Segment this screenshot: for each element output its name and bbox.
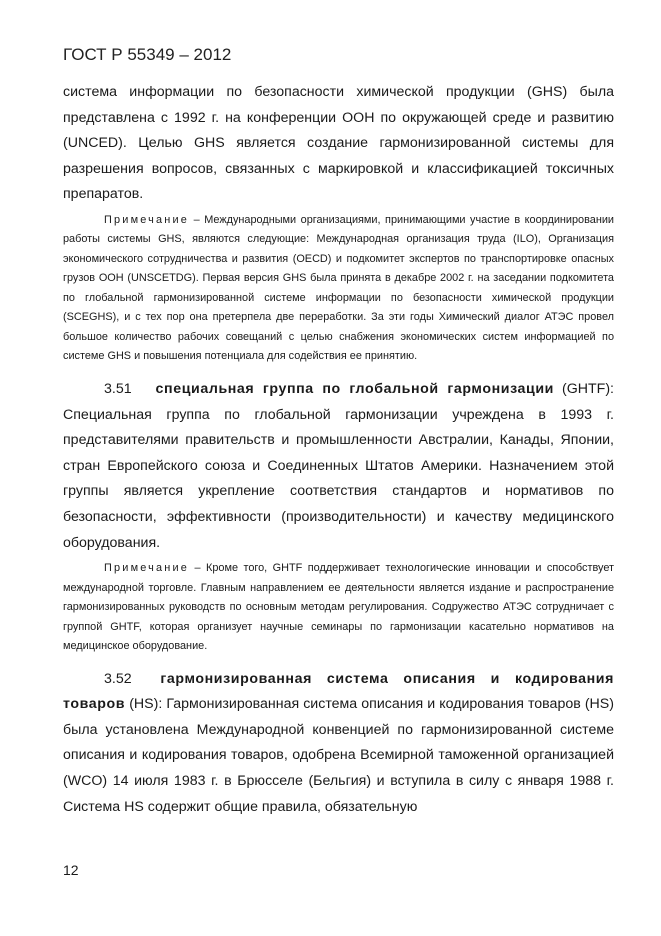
page-number: 12 [63, 862, 79, 878]
document-header: ГОСТ Р 55349 – 2012 [63, 45, 232, 64]
section-3-51 [63, 377, 614, 556]
note-1-dash: – [189, 213, 205, 226]
note-1-label: Примечание [104, 213, 190, 226]
note-2 [63, 559, 614, 657]
note-2-dash: – [189, 562, 207, 575]
section-3-51-text: (GHTF): Специальная группа по глобальной гармонизации учреждена в 1993 г. представителями правительств и промышленности Австралии, Канады, Японии, стран Европейского союза и Соединенных Штатов Америки. Назначением этой группы является укрепление соответствия стандартов и нормативов по безопасности, эффективности (производительности) и качеству медицинского оборудования. [63, 380, 614, 551]
note-2-text: Кроме того, GHTF поддерживает технологические инновации и способствует международной торговле. Главным направлением ее деятельности является издание и распространение гармонизированных руководств по основным методам регулирования. Содружество АТЭС сотрудничает с группой GHTF, которая организует научные семинары по гармонизации касательно нормативов на медицинское оборудование. [63, 562, 614, 653]
page-body [63, 80, 614, 820]
intro-paragraph: система информации по безопасности химической продукции (GHS) была представлена с 1992 г. на конференции ООН по окружающей среде и развитию (UNCED). Целью GHS является создание гармонизированной системы для разрешения вопросов, связанных с маркировкой и классификацией токсичных препаратов. [63, 84, 614, 203]
section-3-52-number: 3.52 [104, 670, 132, 687]
section-3-51-number: 3.51 [104, 380, 132, 397]
note-2-label: Примечание [104, 562, 190, 575]
section-3-52 [63, 667, 614, 821]
section-3-52-term: гармонизированная система описания и кодирования товаров [63, 670, 614, 713]
section-3-52-text: (HS): Гармонизированная система описания и кодирования товаров (HS) была установлена Международной конвенцией по гармонизированной системе описания и кодирования товаров, одобрена Всемирной таможенной организацией (WCO) 14 июля 1983 г. в Брюсселе (Бельгия) и вступила в силу с января 1988 г. Система HS содержит общие правила, обязательную [63, 696, 614, 815]
note-1 [63, 211, 614, 367]
note-1-text: Международными организациями, принимающими участие в координировании работы системы GHS, являются следующие: Международная организация труда (ILO), Организация экономического сотрудничества и развития (OECD) и подкомитет экспертов по транспортировке опасных грузов ООН (UNSCETDG). Первая версия GHS была принята в декабре 2002 г. на заседании подкомитета по глобальной гармонизированной системе информации по безопасности химической продукции (SCEGHS), и с тех пор она претерпела две переработки. За эти годы Химический диалог АТЭС провел большое количество рабочих совещаний с целью снабжения экономических систем информацией по системе GHS и повышения потенциала для содействия ее принятию. [63, 213, 615, 363]
section-3-51-term: специальная группа по глобальной гармонизации [155, 380, 554, 397]
